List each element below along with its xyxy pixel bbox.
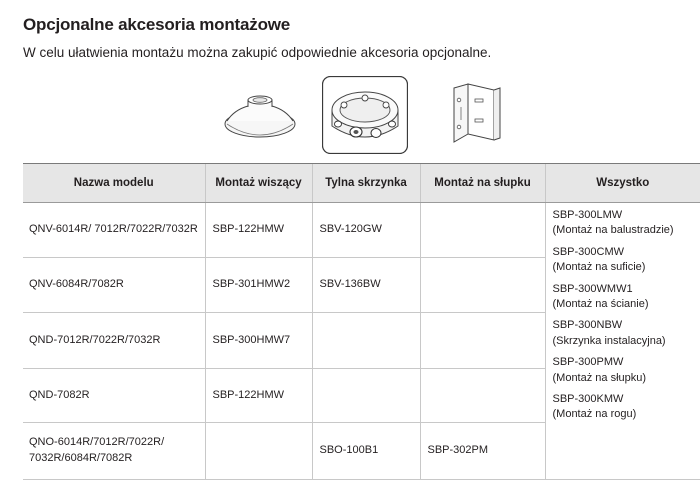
pole-mount-cell: SBP-302PM	[420, 423, 545, 480]
list-item	[553, 208, 700, 239]
back-box-cell	[312, 369, 420, 423]
hanging-mount-cell: SBP-122HMW	[205, 369, 312, 423]
page-title: Opcjonalne akcesoria montażowe	[23, 15, 290, 35]
header-hanging-mount: Montaż wiszący	[205, 164, 312, 203]
accessory-code: SBP-300PMW	[553, 355, 700, 370]
pole-mount-cell	[420, 369, 545, 423]
model-cell: QNV-6014R/ 7012R/7022R/7032R	[23, 203, 205, 258]
accessories-table	[23, 163, 700, 480]
hanging-mount-cell	[205, 423, 312, 480]
model-cell: QNV-6084R/7082R	[23, 258, 205, 313]
header-all: Wszystko	[545, 164, 700, 203]
accessory-code: SBP-300WMW1	[553, 282, 700, 297]
accessory-desc: (Montaż na suficie)	[553, 260, 700, 275]
header-back-box: Tylna skrzynka	[312, 164, 420, 203]
list-item	[553, 355, 700, 386]
hanging-mount-cell: SBP-301HMW2	[205, 258, 312, 313]
model-cell	[23, 423, 205, 480]
model-cell: QND-7082R	[23, 369, 205, 423]
accessory-desc: (Skrzynka instalacyjna)	[553, 334, 700, 349]
back-box-cell: SBO-100B1	[312, 423, 420, 480]
pole-mount-illustration	[446, 82, 502, 148]
pole-mount-cell	[420, 313, 545, 369]
all-accessories-cell	[545, 203, 700, 480]
intro-text: W celu ułatwienia montażu można zakupić odpowiednie akcesoria opcjonalne.	[23, 45, 491, 60]
accessory-desc: (Montaż na ścianie)	[553, 297, 700, 312]
table-header-row	[23, 164, 700, 203]
back-box-cell: SBV-120GW	[312, 203, 420, 258]
accessory-code: SBP-300CMW	[553, 245, 700, 260]
header-pole-mount: Montaż na słupku	[420, 164, 545, 203]
list-item	[553, 318, 700, 349]
model-line: 7032R/6084R/7082R	[29, 452, 132, 464]
accessory-code: SBP-300LMW	[553, 208, 700, 223]
list-item	[553, 245, 700, 276]
hanging-mount-cell: SBP-300HMW7	[205, 313, 312, 369]
list-item	[553, 282, 700, 313]
accessory-desc: (Montaż na słupku)	[553, 371, 700, 386]
pole-mount-cell	[420, 258, 545, 313]
back-box-cell: SBV-136BW	[312, 258, 420, 313]
model-line: QNO-6014R/7012R/7022R/	[29, 436, 164, 448]
hanging-mount-illustration	[222, 88, 298, 142]
model-cell: QND-7012R/7022R/7032R	[23, 313, 205, 369]
accessory-desc: (Montaż na balustradzie)	[553, 223, 700, 238]
accessory-desc: (Montaż na rogu)	[553, 407, 700, 422]
back-box-cell	[312, 313, 420, 369]
pole-mount-cell	[420, 203, 545, 258]
list-item	[553, 392, 700, 423]
table-row	[23, 203, 700, 258]
accessory-code: SBP-300NBW	[553, 318, 700, 333]
back-box-illustration	[322, 76, 408, 154]
header-model-name: Nazwa modelu	[23, 164, 205, 203]
hanging-mount-cell: SBP-122HMW	[205, 203, 312, 258]
accessory-code: SBP-300KMW	[553, 392, 700, 407]
